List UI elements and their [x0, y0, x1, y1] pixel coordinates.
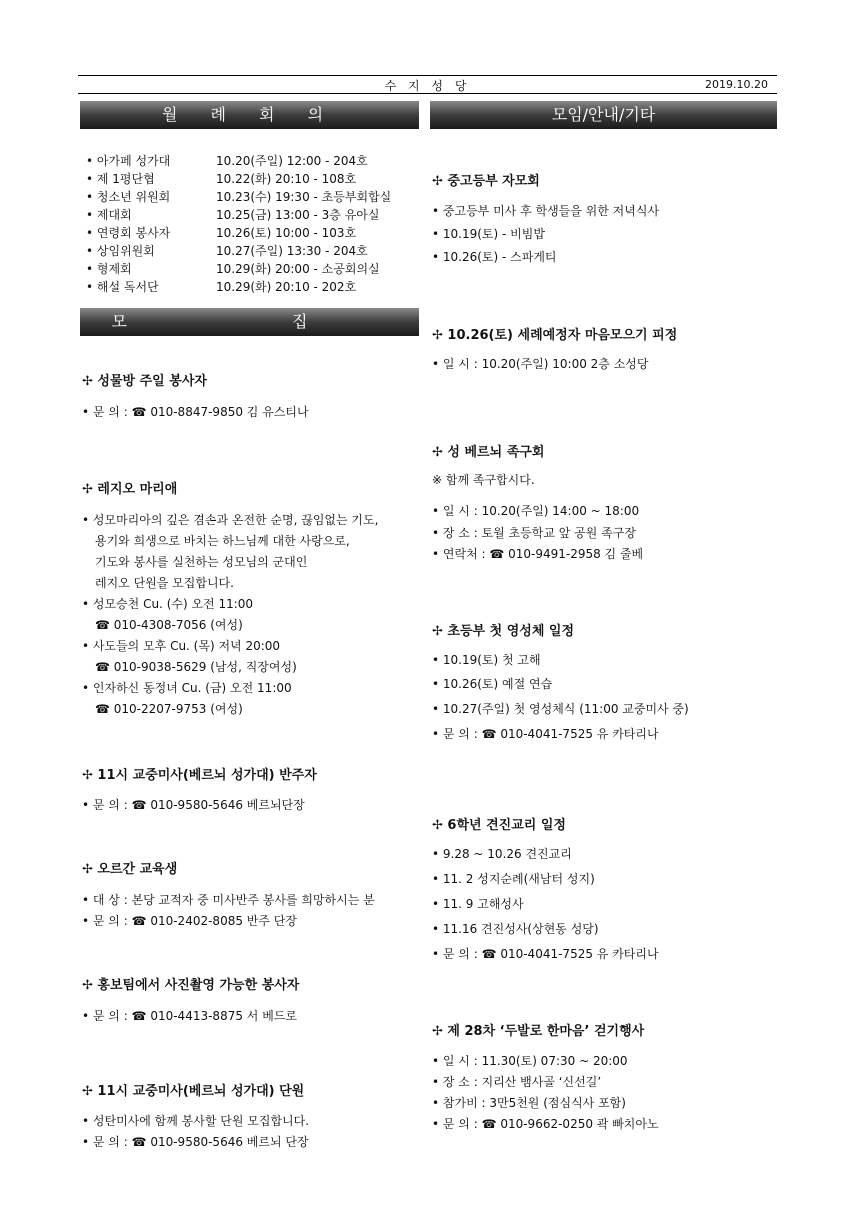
info-line: 용기와 희생으로 바치는 하느님께 대한 사랑으로, — [95, 534, 350, 548]
meeting-name: • 형제회 — [86, 262, 132, 276]
info-line: • 대 상 : 본당 교적자 중 미사반주 봉사를 희망하시는 분 — [82, 893, 375, 907]
section-title: ✢ 초등부 첫 영성체 일정 — [432, 624, 575, 639]
meeting-name: • 청소년 위원회 — [86, 190, 171, 204]
info-line: • 10.27(주일) 첫 영성체식 (11:00 교중미사 중) — [432, 702, 689, 716]
section-title: ✢ 6학년 견진교리 일정 — [432, 818, 566, 833]
info-line: • 문 의 : ☎ 010-4041-7525 유 카타리나 — [432, 727, 659, 741]
info-line: • 10.19(토) 첫 고해 — [432, 653, 541, 667]
meeting-name: • 제대회 — [86, 208, 132, 222]
info-line: • 11. 9 고해성사 — [432, 897, 524, 911]
info-line: • 10.19(토) - 비빔밥 — [432, 227, 545, 241]
meeting-when: 10.27(주일) 13:30 - 204호 — [216, 244, 368, 258]
info-line: • 연락처 : ☎ 010-9491-2958 김 줄베 — [432, 547, 644, 561]
meeting-when: 10.29(화) 20:00 - 소공회의실 — [216, 262, 380, 276]
info-line: • 문 의 : ☎ 010-9580-5646 베르뇌단장 — [82, 798, 305, 812]
meeting-when: 10.23(수) 19:30 - 초등부회합실 — [216, 190, 392, 204]
section-title: ✢ 11시 교중미사(베르뇌 성가대) 반주자 — [82, 768, 317, 783]
info-line: • 일 시 : 10.20(주일) 10:00 2층 소성당 — [432, 357, 649, 371]
meeting-when: 10.20(주일) 12:00 - 204호 — [216, 154, 368, 168]
info-line: • 9.28 ~ 10.26 견진교리 — [432, 847, 572, 861]
meeting-name: • 연령회 봉사자 — [86, 226, 171, 240]
meeting-when: 10.29(화) 20:10 - 202호 — [216, 280, 357, 294]
info-line: • 인자하신 동정녀 Cu. (금) 오전 11:00 — [82, 681, 292, 695]
recruit-bar: 모 집 — [80, 308, 419, 336]
info-line: ※ 함께 족구합시다. — [432, 473, 535, 487]
info-line: • 성탄미사에 함께 봉사할 단원 모집합니다. — [82, 1114, 310, 1128]
meeting-name: • 아가페 성가대 — [86, 154, 171, 168]
section-title: ✢ 성물방 주일 봉사자 — [82, 374, 207, 389]
info-line: • 장 소 : 토월 초등학교 앞 공원 족구장 — [432, 526, 636, 540]
phone-line: ☎ 010-2207-9753 (여성) — [95, 702, 243, 716]
info-line: • 중고등부 미사 후 학생들을 위한 저녁식사 — [432, 204, 660, 218]
section-title: ✢ 오르간 교육생 — [82, 862, 178, 877]
meeting-when: 10.22(화) 20:10 - 108호 — [216, 172, 357, 186]
info-line: • 11.16 견진성사(상현동 성당) — [432, 922, 599, 936]
info-line: • 10.26(토) 예절 연습 — [432, 677, 553, 691]
section-title: ✢ 홍보팀에서 사진촬영 가능한 봉사자 — [82, 978, 300, 993]
meeting-when: 10.25(금) 13:00 - 3층 유아실 — [216, 208, 380, 222]
info-line: • 일 시 : 10.20(주일) 14:00 ~ 18:00 — [432, 504, 640, 518]
gatherings-bar: 모임/안내/기타 — [430, 101, 777, 129]
meeting-when: 10.26(토) 10:00 - 103호 — [216, 226, 357, 240]
section-title: ✢ 중고등부 자모회 — [432, 174, 540, 189]
info-line: • 문 의 : ☎ 010-9662-0250 곽 빠치아노 — [432, 1117, 659, 1131]
section-title: ✢ 제 28차 ‘두발로 한마음’ 걷기행사 — [432, 1024, 645, 1039]
info-line: 레지오 단원을 모집합니다. — [95, 576, 234, 590]
monthly-meeting-bar: 월 례 회 의 — [80, 101, 419, 129]
meeting-name: • 제 1평단협 — [86, 172, 155, 186]
info-line: • 성모승천 Cu. (수) 오전 11:00 — [82, 597, 254, 611]
phone-line: ☎ 010-4308-7056 (여성) — [95, 618, 243, 632]
info-line: • 사도들의 모후 Cu. (목) 저녁 20:00 — [82, 639, 281, 653]
parish-title: 수 지 성 당 — [384, 79, 471, 93]
section-title: ✢ 레지오 마리애 — [82, 482, 178, 497]
section-title: ✢ 성 베르뇌 족구회 — [432, 445, 545, 460]
meeting-name: • 상임위원회 — [86, 244, 155, 258]
info-line: • 10.26(토) - 스파게티 — [432, 250, 557, 264]
info-line: • 문 의 : ☎ 010-2402-8085 반주 단장 — [82, 914, 297, 928]
section-title: ✢ 11시 교중미사(베르뇌 성가대) 단원 — [82, 1084, 305, 1099]
info-line: • 문 의 : ☎ 010-9580-5646 베르뇌 단장 — [82, 1135, 309, 1149]
meeting-name: • 해설 독서단 — [86, 280, 159, 294]
header-bottom-rule — [78, 93, 777, 94]
bulletin-date: 2019.10.20 — [705, 78, 768, 91]
info-line: • 문 의 : ☎ 010-8847-9850 김 유스티나 — [82, 405, 309, 419]
info-line: • 문 의 : ☎ 010-4041-7525 유 카타리나 — [432, 947, 659, 961]
info-line: • 일 시 : 11.30(토) 07:30 ~ 20:00 — [432, 1054, 628, 1068]
phone-line: ☎ 010-9038-5629 (남성, 직장여성) — [95, 660, 297, 674]
info-line: • 11. 2 성지순례(새남터 성지) — [432, 872, 595, 886]
section-title: ✢ 10.26(토) 세례예정자 마음모으기 피정 — [432, 328, 678, 343]
info-line: • 문 의 : ☎ 010-4413-8875 서 베드로 — [82, 1009, 297, 1023]
info-line: • 참가비 : 3만5천원 (점심식사 포함) — [432, 1096, 626, 1110]
info-line: • 장 소 : 지리산 뱀사골 ‘신선길’ — [432, 1075, 602, 1089]
info-line: 기도와 봉사를 실천하는 성모님의 군대인 — [95, 555, 308, 569]
header-top-rule — [78, 75, 777, 76]
info-line: • 성모마리아의 깊은 겸손과 온전한 순명, 끊임없는 기도, — [82, 513, 379, 527]
